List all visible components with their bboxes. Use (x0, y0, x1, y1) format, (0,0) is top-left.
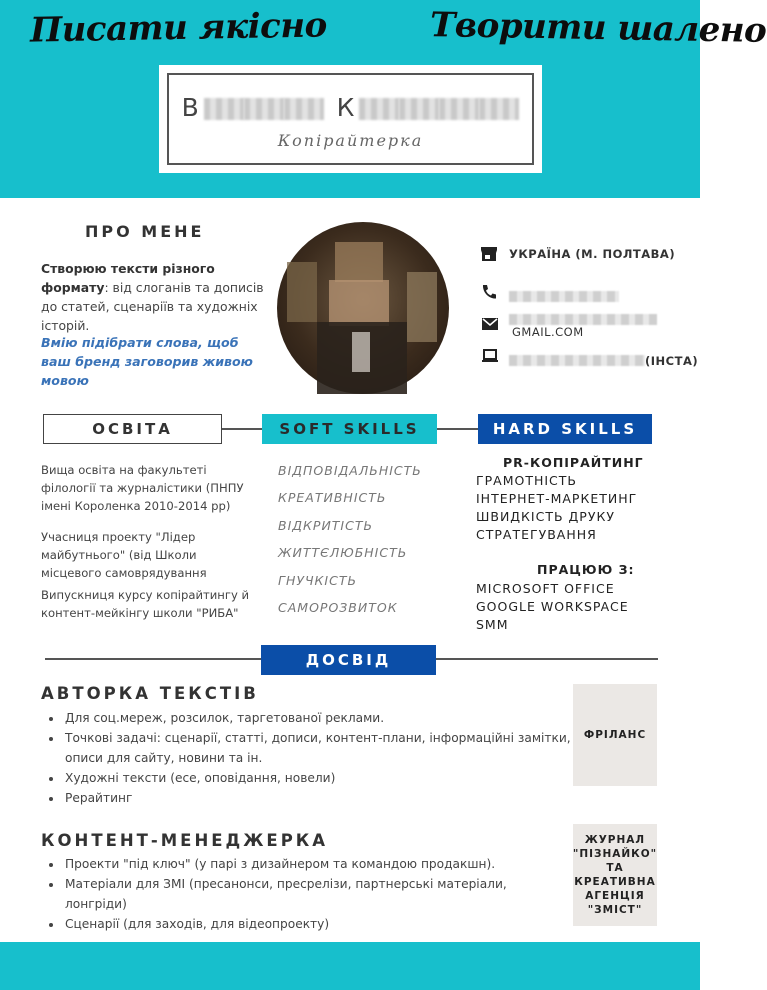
contact-location: УКРАЇНА (М. ПОЛТАВА) (509, 247, 676, 261)
list-item: • Проекти "під ключ" (у парі з дизайнером та командою продакшн). (63, 854, 533, 874)
contact-social[interactable] (509, 350, 698, 369)
education-heading: ОСВІТА (43, 414, 222, 444)
email-blur (509, 314, 657, 325)
about-heading: ПРО МЕНЕ (85, 222, 205, 241)
footer-band (0, 942, 700, 990)
email-suffix[interactable]: GMAIL.COM (512, 325, 584, 339)
soft-skill: САМОРОЗВИТОК (278, 600, 398, 615)
name-blur (284, 98, 324, 121)
soft-skill: ЖИТТЄЛЮБНІСТЬ (278, 545, 408, 560)
soft-skill: ВІДКРИТІСТЬ (278, 518, 374, 533)
list-item: • Художні тексти (есе, оповідання, новели) (63, 768, 573, 788)
contact-phone (509, 286, 619, 305)
social-suffix: (ІНСТА) (645, 354, 699, 368)
phone-blur (509, 291, 619, 302)
tool-item: MICROSOFT OFFICE (476, 581, 615, 596)
hard-skills-tools-title: ПРАЦЮЮ З: (537, 562, 635, 577)
education-item: Вища освіта на факультеті філології та журналістики (ПНПУ імені Короленка 2010-2014 рр) (41, 463, 244, 513)
name-card (159, 65, 542, 173)
about-text (41, 259, 269, 335)
surname-blur (399, 98, 439, 121)
about-text-rest: : від слоганів та дописів до статей, сценаріїв та художніх історій. (41, 280, 264, 333)
education-item: Випускниця курсу копірайтингу й контент-мейкінгу школи "РИБА" (41, 588, 250, 620)
name-initial: В (181, 93, 204, 122)
divider-line (437, 428, 478, 430)
full-name (169, 93, 532, 122)
mail-icon (481, 315, 499, 333)
surname-initial: К (336, 93, 360, 122)
hard-skill: СТРАТЕГУВАННЯ (476, 527, 597, 542)
list-item: • Матеріали для ЗМІ (пресанонси, пресрелізи, партнерські матеріали, лонгріди) (63, 874, 533, 914)
education-item: Учасниця проекту "Лідер майбутнього" (від Школи місцевого самоврядування (41, 530, 207, 580)
soft-skills-heading: SOFT SKILLS (262, 414, 437, 444)
name-blur (244, 98, 284, 121)
hard-skills-pr-title: PR-КОПІРАЙТИНГ (503, 455, 644, 470)
about-quote: Вмію підібрати слова, щоб ваш бренд заговорив живою мовою (41, 335, 253, 388)
social-blur (509, 355, 645, 366)
job2-list (41, 854, 533, 934)
list-item: • Для соц.мереж, розсилок, таргетованої реклами. (63, 708, 573, 728)
soft-skill: КРЕАТИВНІСТЬ (278, 490, 387, 505)
tool-item: SMM (476, 617, 509, 632)
list-item: • Рерайтинг (63, 788, 573, 808)
hard-skill: ШВИДКІСТЬ ДРУКУ (476, 509, 615, 524)
store-icon (480, 245, 498, 263)
phone-icon (480, 283, 498, 301)
soft-skill: ГНУЧКІСТЬ (278, 573, 358, 588)
job1-list (41, 708, 573, 808)
job-title: АВТОРКА ТЕКСТІВ (41, 684, 259, 703)
surname-blur (359, 98, 399, 121)
hard-skill: ГРАМОТНІСТЬ (476, 473, 577, 488)
list-item: • Точкові задачі: сценарії, статті, дописи, контент-плани, інформаційні замітки, описи для сайту, новини та ін. (63, 728, 573, 768)
surname-blur (439, 98, 479, 121)
hard-skill: ІНТЕРНЕТ-МАРКЕТИНГ (476, 491, 638, 506)
hard-skills-heading: HARD SKILLS (478, 414, 652, 444)
job1-employer: ФРІЛАНС (573, 684, 657, 786)
job-role: Копірайтерка (277, 131, 424, 150)
soft-skill: ВІДПОВІДАЛЬНІСТЬ (278, 463, 422, 478)
experience-heading: ДОСВІД (261, 645, 436, 675)
slogan-left: Писати якісно (29, 5, 328, 51)
job2-employer: ЖУРНАЛ "ПІЗНАЙКО" ТА КРЕАТИВНА АГЕНЦІЯ "ЗМІСТ" (573, 824, 657, 926)
laptop-icon (481, 347, 499, 365)
list-item: • Сценарії (для заходів, для відеопроекту) (63, 914, 533, 934)
surname-blur (479, 98, 519, 121)
slogan-right: Творити шалено (429, 5, 767, 51)
tool-item: GOOGLE WORKSPACE (476, 599, 629, 614)
profile-photo (277, 222, 449, 394)
name-blur (204, 98, 244, 121)
about-text-bold: Створюю тексти різного формату (41, 261, 215, 295)
name-frame (167, 73, 534, 165)
divider-line (222, 428, 262, 430)
job-title: КОНТЕНТ-МЕНЕДЖЕРКА (41, 831, 329, 850)
